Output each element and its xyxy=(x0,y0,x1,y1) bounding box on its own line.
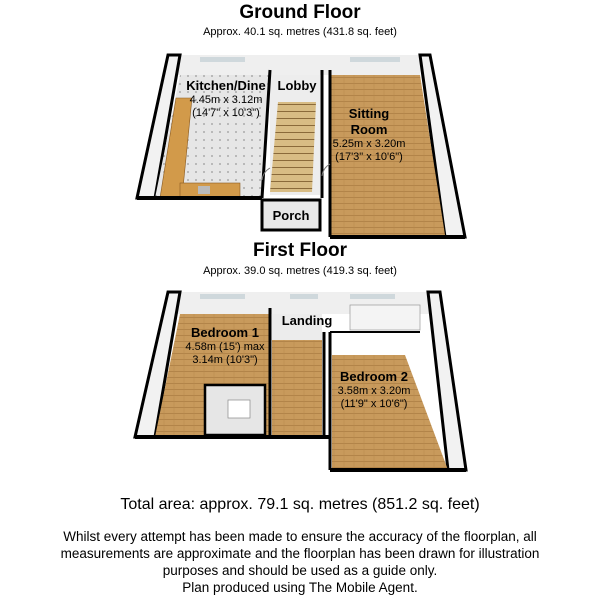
disclaimer-line-3: purposes and should be used as a guide only. xyxy=(162,563,438,578)
room-lobby-name: Lobby xyxy=(277,78,317,93)
room-bedroom2-metric: 3.58m x 3.20m xyxy=(337,385,411,397)
disclaimer-line-4: Plan produced using The Mobile Agent. xyxy=(182,580,418,595)
room-sitting-name: Sitting xyxy=(348,106,390,121)
room-bedroom2-name: Bedroom 2 xyxy=(340,369,408,384)
room-kitchen-metric: 4.45m x 3.12m xyxy=(189,94,263,106)
room-sitting-name2: Room xyxy=(350,122,388,137)
room-bedroom1-metric: 4.58m (15') max xyxy=(185,341,265,353)
ground-floor-area: Approx. 40.1 sq. metres (431.8 sq. feet) xyxy=(203,26,397,38)
total-area: Total area: approx. 79.1 sq. metres (851.2 sq. feet) xyxy=(120,496,480,513)
disclaimer-line-2: measurements are approximate and the floorplan has been drawn for illustration xyxy=(60,546,540,561)
room-porch-name: Porch xyxy=(272,208,310,223)
room-bedroom1-imperial: 3.14m (10'3") xyxy=(192,354,258,366)
first-floor-area: Approx. 39.0 sq. metres (419.3 sq. feet) xyxy=(203,265,397,277)
room-sitting xyxy=(323,106,415,164)
room-porch xyxy=(262,208,320,224)
room-sitting-imperial: (17'3" x 10'6") xyxy=(335,151,403,163)
room-bedroom1 xyxy=(172,325,278,367)
room-bedroom1-name: Bedroom 1 xyxy=(191,325,259,340)
room-kitchen xyxy=(174,78,278,120)
room-landing xyxy=(272,313,342,329)
disclaimer-line-1: Whilst every attempt has been made to ensure the accuracy of the floorplan, all xyxy=(63,529,537,544)
room-bedroom2-imperial: (11'9" x 10'6") xyxy=(340,398,408,410)
room-landing-name: Landing xyxy=(281,313,333,328)
room-kitchen-name: Kitchen/Dine xyxy=(186,78,266,93)
disclaimer xyxy=(0,528,600,596)
ground-floor-title: Ground Floor xyxy=(239,2,361,23)
room-lobby xyxy=(270,78,324,94)
room-kitchen-imperial: (14'7" x 10'3") xyxy=(192,107,260,119)
first-floor-title: First Floor xyxy=(253,240,347,261)
room-bedroom2 xyxy=(326,369,422,411)
room-sitting-metric: 5.25m x 3.20m xyxy=(332,138,406,150)
